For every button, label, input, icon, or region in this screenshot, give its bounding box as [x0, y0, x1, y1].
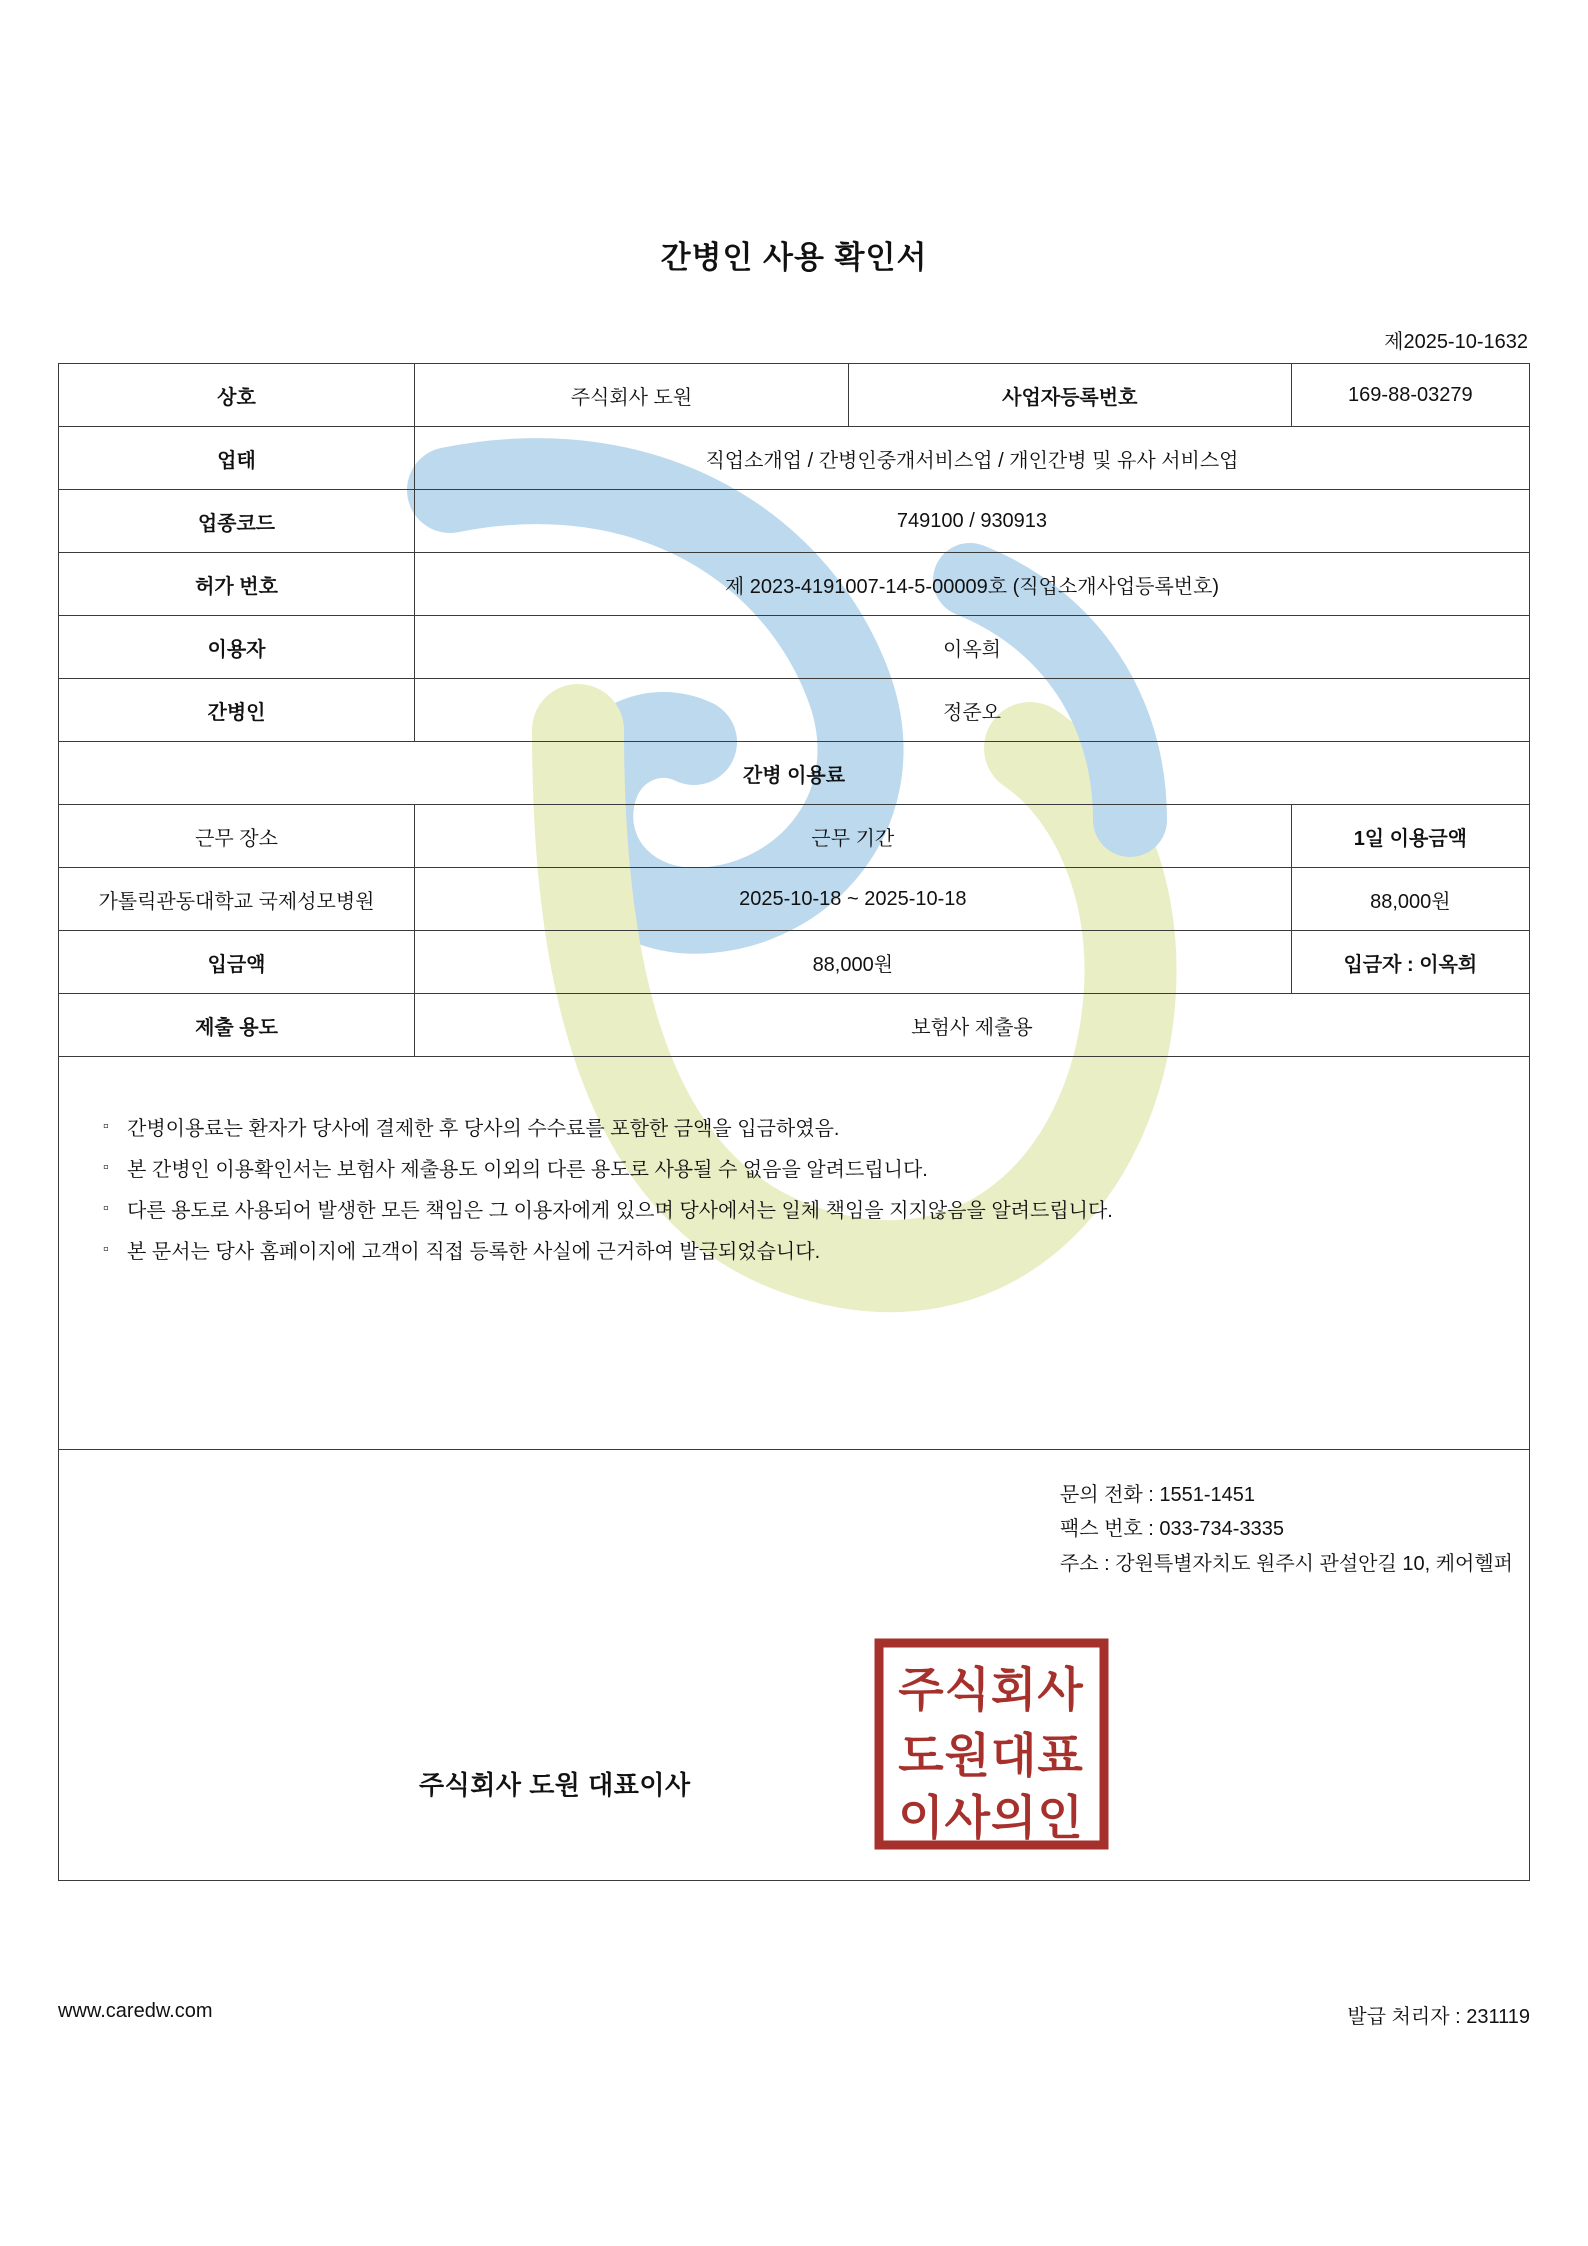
value-license-number: 제 2023-4191007-14-5-00009호 (직업소개사업등록번호): [414, 553, 1529, 616]
value-depositor: 입금자 : 이옥희: [1291, 931, 1529, 994]
header-work-period: 근무 기간: [414, 805, 1291, 868]
header-work-place: 근무 장소: [59, 805, 415, 868]
svg-text:도원대표: 도원대표: [898, 1729, 1084, 1782]
contact-address: 주소 : 강원특별자치도 원주시 관설안길 10, 케어헬퍼: [1059, 1552, 1513, 1575]
value-business-number: 169-88-03279: [1291, 364, 1529, 427]
document-number: 제2025-10-1632: [1384, 331, 1528, 353]
svg-text:이사의인: 이사의인: [898, 1791, 1084, 1844]
table-row-footer: [59, 1450, 1530, 1881]
label-industry-code: 업종코드: [59, 490, 415, 553]
table-row: [59, 364, 1530, 427]
value-user: 이옥희: [414, 616, 1529, 679]
notes-cell: [59, 1057, 1530, 1450]
table-row: [59, 931, 1530, 994]
page-title: 간병인 사용 확인서: [660, 240, 928, 275]
table-row: [59, 427, 1530, 490]
table-row: [59, 490, 1530, 553]
value-caregiver: 정준오: [414, 679, 1529, 742]
list-item: ▫ 본 문서는 당사 홈페이지에 고객이 직접 등록한 사실에 근거하여 발급되었습니다.: [101, 1242, 1489, 1262]
value-industry-code: 749100 / 930913: [414, 490, 1529, 553]
table-row-notes: [59, 1057, 1530, 1450]
list-item: ▫ 간병이용료는 환자가 당사에 결제한 후 당사의 수수료를 포함한 금액을 입금하였음.: [101, 1119, 1489, 1139]
label-deposit-amount: 입금액: [59, 931, 415, 994]
header-daily-fee: 1일 이용금액: [1291, 805, 1529, 868]
table-row: [59, 679, 1530, 742]
label-caregiver: 간병인: [59, 679, 415, 742]
table-row: [59, 553, 1530, 616]
list-item: ▫ 다른 용도로 사용되어 발생한 모든 책임은 그 이용자에게 있으며 당사에서는 일체 책임을 지지않음을 알려드립니다.: [101, 1201, 1489, 1221]
svg-text:주식회사: 주식회사: [898, 1663, 1084, 1716]
label-business-number: 사업자등록번호: [848, 364, 1291, 427]
value-purpose: 보험사 제출용: [414, 994, 1529, 1057]
label-business-type: 업태: [59, 427, 415, 490]
list-item: ▫ 본 간병인 이용확인서는 보험사 제출용도 이외의 다른 용도로 사용될 수 없음을 알려드립니다.: [101, 1160, 1489, 1180]
table-row: [59, 616, 1530, 679]
notes-list: [59, 1119, 1529, 1262]
value-work-period: 2025-10-18 ~ 2025-10-18: [414, 868, 1291, 931]
label-user: 이용자: [59, 616, 415, 679]
table-row: [59, 805, 1530, 868]
section-title-fee: 간병 이용료: [59, 742, 1530, 805]
table-row: [59, 994, 1530, 1057]
table-row: [59, 868, 1530, 931]
label-license-number: 허가 번호: [59, 553, 415, 616]
label-purpose: 제출 용도: [59, 994, 415, 1057]
value-work-place: 가톨릭관동대학교 국제성모병원: [59, 868, 415, 931]
contact-fax: 팩스 번호 : 033-734-3335: [1059, 1518, 1284, 1541]
value-daily-fee: 88,000원: [1291, 868, 1529, 931]
issuer-id: 발급 처리자 : 231119: [1347, 2006, 1530, 2028]
page-footer: [58, 2000, 1530, 2029]
certificate-table: [58, 363, 1530, 1881]
contact-block: [1060, 1478, 1513, 1581]
table-row-section-title: [59, 742, 1530, 805]
footer-cell: [59, 1450, 1530, 1881]
signature-text: 주식회사 도원 대표이사: [419, 1770, 691, 1800]
contact-phone: 문의 전화 : 1551-1451: [1059, 1484, 1256, 1506]
value-company-name: 주식회사 도원: [414, 364, 848, 427]
company-seal-stamp: [874, 1638, 1109, 1850]
value-deposit-amount: 88,000원: [414, 931, 1291, 994]
website-url: www.caredw.com: [58, 2000, 213, 2022]
value-business-type: 직업소개업 / 간병인중개서비스업 / 개인간병 및 유사 서비스업: [414, 427, 1529, 490]
label-company-name: 상호: [59, 364, 415, 427]
